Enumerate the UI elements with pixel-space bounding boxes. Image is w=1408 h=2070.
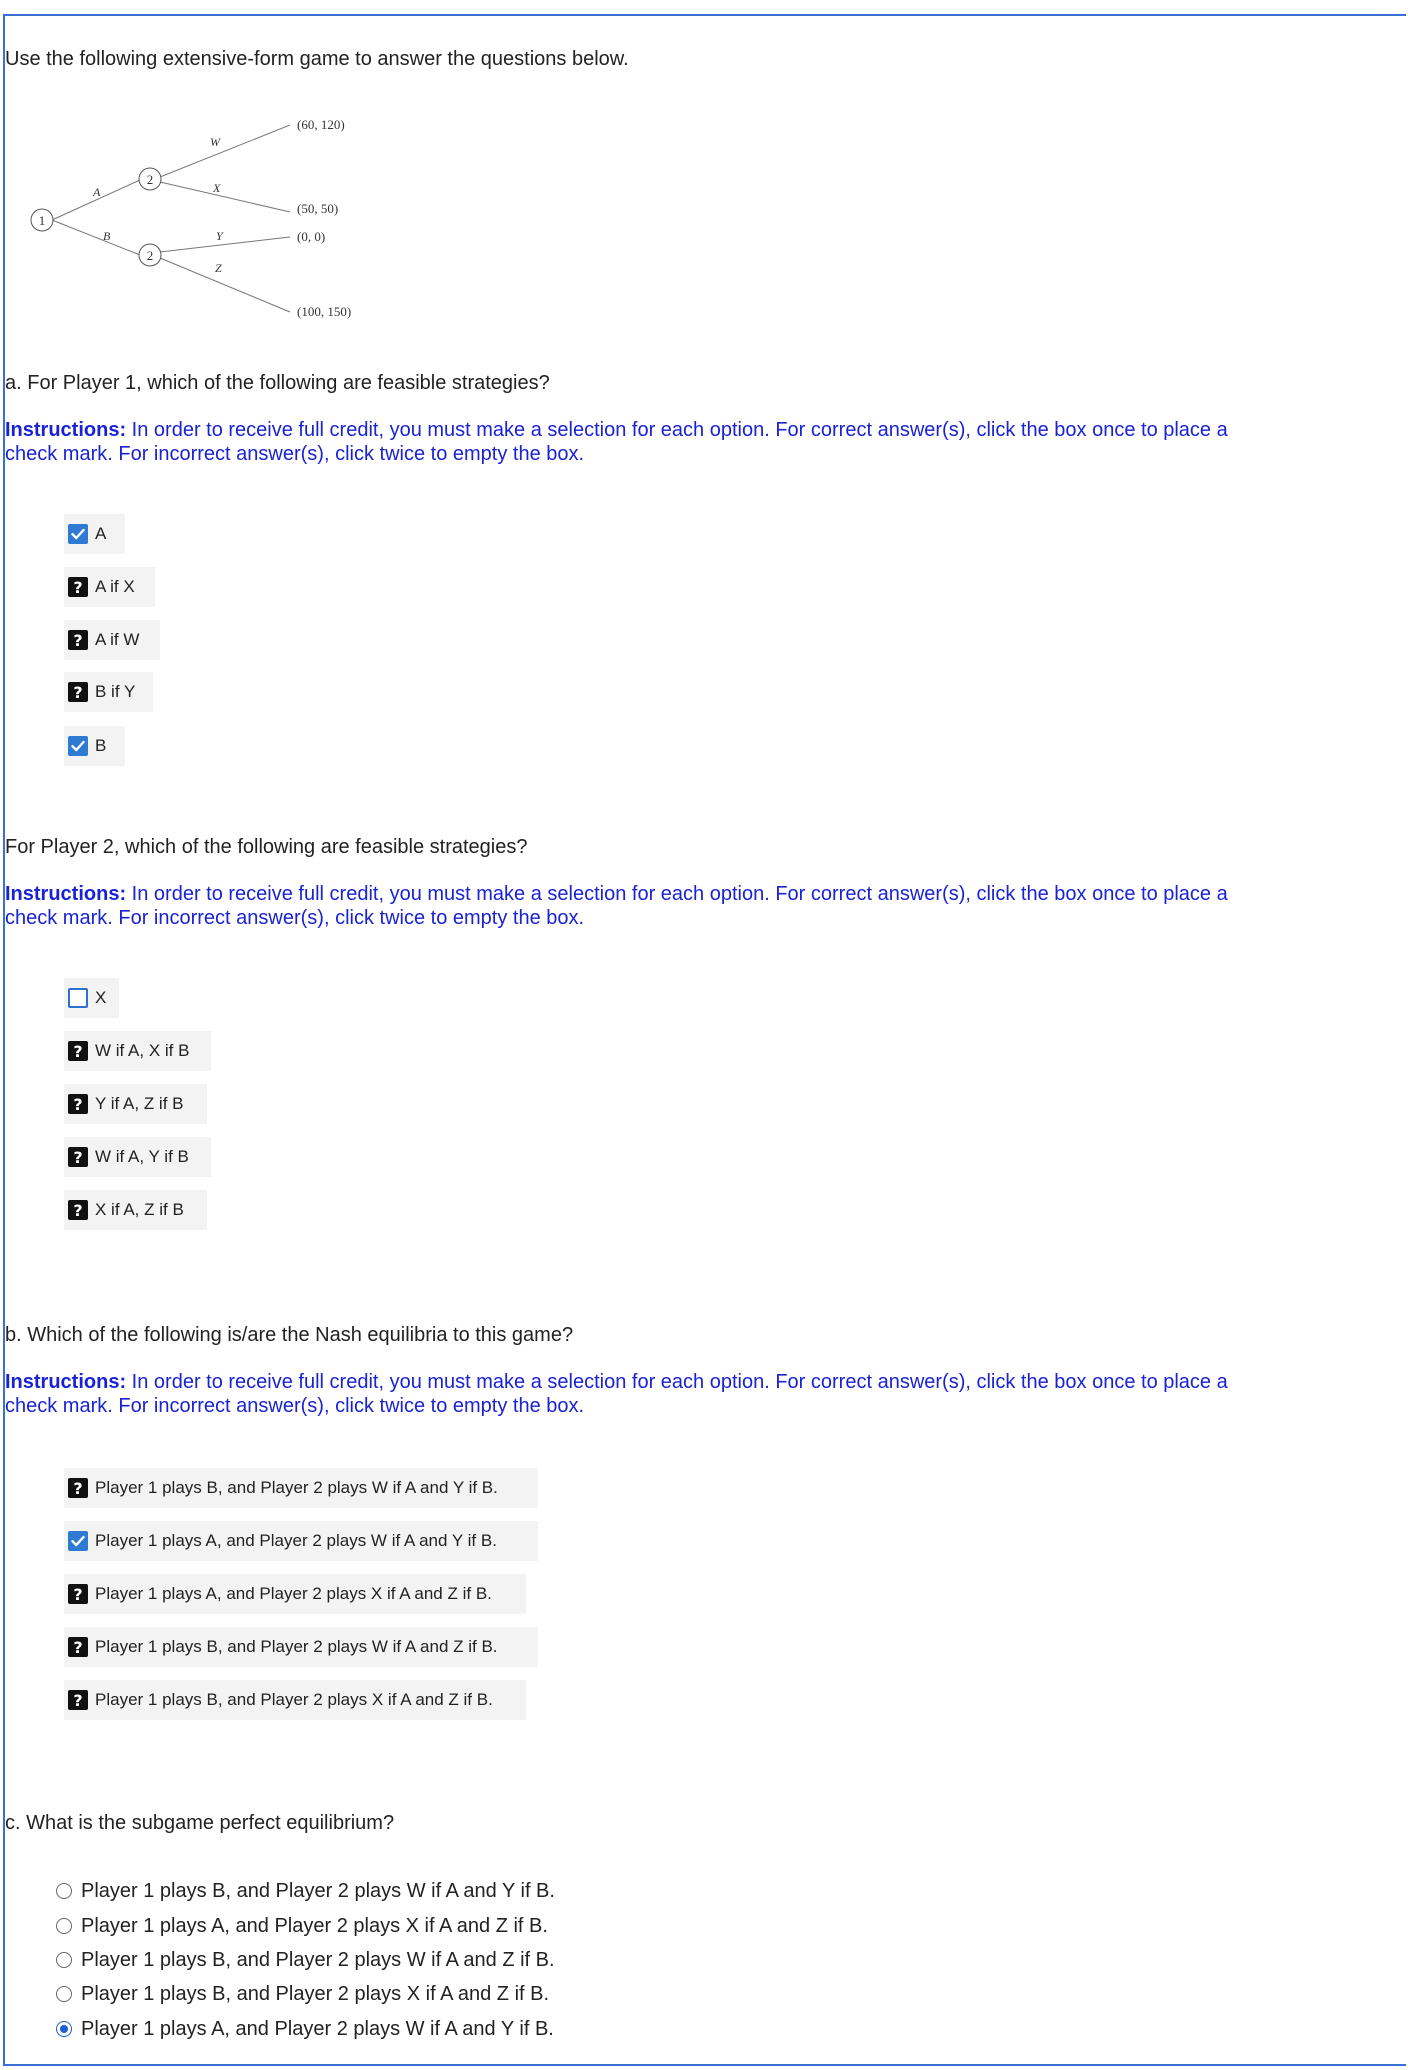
option-label: Player 1 plays A, and Player 2 plays X if A and Z if B. (81, 1914, 548, 1937)
nash-equilibrium-option-2[interactable] (64, 1521, 538, 1561)
spe-option-1[interactable] (56, 1876, 555, 1906)
payoff-4: (100, 150) (297, 304, 352, 319)
nash-equilibrium-option-4[interactable] (64, 1627, 538, 1667)
option-label: Player 1 plays B, and Player 2 plays X if A and Z if B. (81, 1982, 550, 2005)
player1-strategy-option-1[interactable] (64, 514, 125, 554)
player1-strategy-option-2[interactable] (64, 567, 155, 607)
question-checkbox-icon[interactable]: ? (68, 1478, 88, 1498)
player2-strategy-option-5[interactable] (64, 1190, 207, 1230)
move-a-label: A (93, 185, 101, 199)
option-label: Player 1 plays A, and Player 2 plays X if A and Z if B. (95, 1584, 492, 1603)
checked-checkbox-icon[interactable] (68, 524, 88, 544)
option-label: Player 1 plays B, and Player 2 plays W if A and Y if B. (81, 1879, 555, 1902)
option-label: Y if A, Z if B (95, 1094, 184, 1113)
option-label: Player 1 plays B, and Player 2 plays W if A and Z if B. (95, 1637, 498, 1656)
question-checkbox-icon[interactable]: ? (68, 1147, 88, 1167)
question-checkbox-icon[interactable]: ? (68, 1094, 88, 1114)
spe-option-2[interactable] (56, 1911, 548, 1941)
question-checkbox-icon[interactable]: ? (68, 577, 88, 597)
instructions-a2: Instructions: In order to receive full credit, you must make a selection for each option. For correct answer(s), click the box once to place a check mark. For incorrect answer(s), click twice to empty the box. (5, 883, 1228, 929)
question-checkbox-icon[interactable]: ? (68, 1690, 88, 1710)
empty-checkbox-icon[interactable] (68, 988, 88, 1008)
player2-strategy-option-4[interactable] (64, 1137, 211, 1177)
question-checkbox-icon[interactable]: ? (68, 1584, 88, 1604)
instructions-b: Instructions: In order to receive full credit, you must make a selection for each option. For correct answer(s), click the box once to place a check mark. For incorrect answer(s), click twice to empty the box. (5, 1371, 1228, 1417)
intro-text: Use the following extensive-form game to answer the questions below. (5, 48, 629, 70)
player1-label: 1 (38, 213, 46, 228)
game-tree-diagram (5, 100, 385, 330)
nash-equilibrium-option-3[interactable] (64, 1574, 526, 1614)
question-c-prompt: c. What is the subgame perfect equilibrium? (5, 1812, 395, 1834)
question-a-prompt: a. For Player 1, which of the following are feasible strategies? (5, 372, 550, 394)
player2-strategy-option-2[interactable] (64, 1031, 211, 1071)
option-label: Player 1 plays B, and Player 2 plays W if A and Z if B. (81, 1948, 555, 1971)
radio-icon[interactable] (56, 1952, 72, 1968)
question-checkbox-icon[interactable]: ? (68, 682, 88, 702)
option-label: B (95, 736, 107, 755)
payoff-1: (60, 120) (297, 117, 345, 132)
nash-equilibrium-option-1[interactable] (64, 1468, 538, 1508)
question-checkbox-icon[interactable]: ? (68, 630, 88, 650)
player1-strategy-option-5[interactable] (64, 726, 125, 766)
question-checkbox-icon[interactable]: ? (68, 1200, 88, 1220)
option-label: B if Y (95, 682, 136, 701)
question-a2-prompt: For Player 2, which of the following are feasible strategies? (5, 836, 528, 858)
checked-checkbox-icon[interactable] (68, 736, 88, 756)
option-label: Player 1 plays A, and Player 2 plays W if A and Y if B. (81, 2017, 554, 2040)
instructions-a1: Instructions: In order to receive full credit, you must make a selection for each option. For correct answer(s), click the box once to place a check mark. For incorrect answer(s), click twice to empty the box. (5, 419, 1228, 465)
question-checkbox-icon[interactable]: ? (68, 1637, 88, 1657)
question-b-prompt: b. Which of the following is/are the Nash equilibria to this game? (5, 1324, 574, 1346)
question-checkbox-icon[interactable]: ? (68, 1041, 88, 1061)
payoff-2: (50, 50) (297, 201, 339, 216)
option-label: Player 1 plays A, and Player 2 plays W if A and Y if B. (95, 1531, 497, 1550)
player1-strategy-option-3[interactable] (64, 620, 160, 660)
move-z-label: Z (215, 261, 222, 275)
player2-strategy-option-1[interactable] (64, 978, 119, 1018)
option-label: A if W (95, 630, 140, 649)
player2-label-lower: 2 (146, 248, 154, 263)
radio-selected-icon[interactable] (56, 2021, 72, 2037)
nash-equilibrium-option-5[interactable] (64, 1680, 526, 1720)
move-y-label: Y (216, 229, 223, 243)
move-b-label: B (103, 229, 111, 243)
checked-checkbox-icon[interactable] (68, 1531, 88, 1551)
option-label: A if X (95, 577, 135, 596)
option-label: W if A, X if B (95, 1041, 190, 1060)
player2-label-upper: 2 (146, 172, 154, 187)
radio-icon[interactable] (56, 1883, 72, 1899)
option-label: A (95, 524, 107, 543)
move-w-label: W (210, 135, 220, 149)
spe-option-4[interactable] (56, 1979, 549, 2009)
option-label: Player 1 plays B, and Player 2 plays W if A and Y if B. (95, 1478, 498, 1497)
spe-option-5[interactable] (56, 2014, 554, 2044)
radio-icon[interactable] (56, 1918, 72, 1934)
player1-strategy-option-4[interactable] (64, 672, 153, 712)
option-label: X if A, Z if B (95, 1200, 184, 1219)
payoff-3: (0, 0) (297, 229, 326, 244)
move-x-label: X (213, 181, 221, 195)
option-label: X (95, 988, 107, 1007)
radio-icon[interactable] (56, 1986, 72, 2002)
option-label: Player 1 plays B, and Player 2 plays X if A and Z if B. (95, 1690, 493, 1709)
spe-option-3[interactable] (56, 1945, 555, 1975)
option-label: W if A, Y if B (95, 1147, 189, 1166)
player2-strategy-option-3[interactable] (64, 1084, 207, 1124)
